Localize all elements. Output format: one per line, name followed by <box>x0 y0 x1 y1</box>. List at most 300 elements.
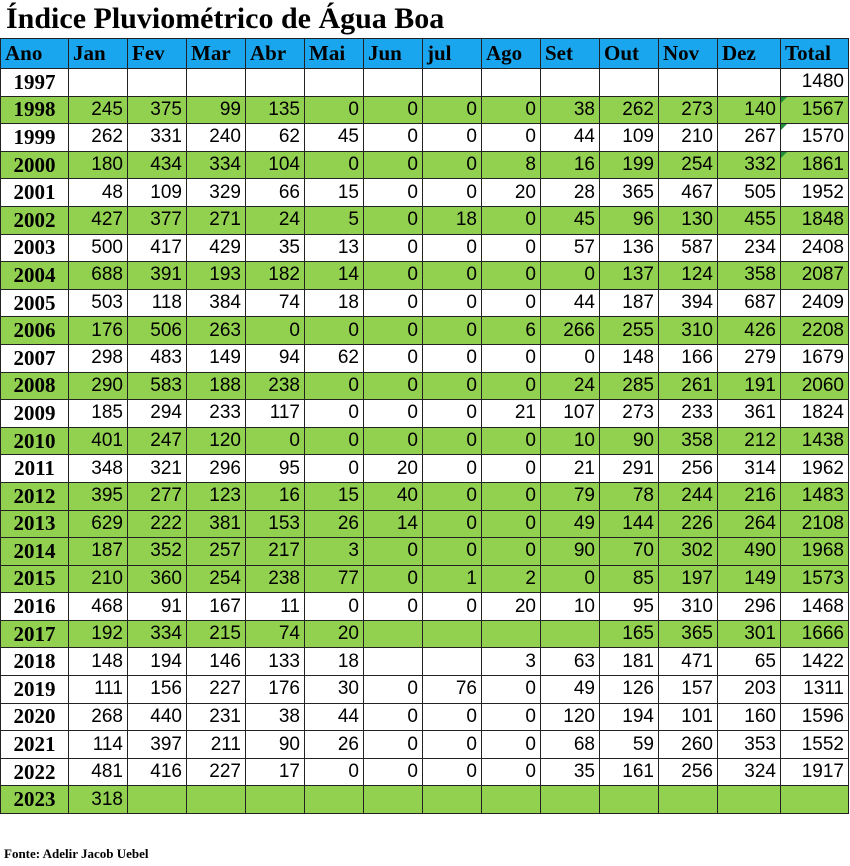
value-cell: 397 <box>128 731 187 759</box>
value-cell: 227 <box>187 676 246 704</box>
value-cell <box>482 786 541 814</box>
value-cell: 290 <box>69 372 128 400</box>
column-header: Nov <box>659 39 718 69</box>
value-cell: 394 <box>659 289 718 317</box>
value-cell: 298 <box>69 344 128 372</box>
value-cell: 160 <box>718 703 781 731</box>
value-cell: 2 <box>482 565 541 593</box>
value-cell: 254 <box>659 151 718 179</box>
value-cell: 44 <box>541 289 600 317</box>
year-cell: 2013 <box>1 510 69 538</box>
value-cell: 5 <box>305 206 364 234</box>
value-cell: 0 <box>423 344 482 372</box>
value-cell: 334 <box>128 620 187 648</box>
value-cell: 245 <box>69 96 128 124</box>
value-cell: 8 <box>482 151 541 179</box>
value-cell: 0 <box>364 289 423 317</box>
value-cell: 375 <box>128 96 187 124</box>
value-cell: 483 <box>128 344 187 372</box>
column-header: Set <box>541 39 600 69</box>
value-cell <box>305 69 364 97</box>
value-cell: 583 <box>128 372 187 400</box>
value-cell: 285 <box>600 372 659 400</box>
total-cell: 1570 <box>781 124 849 152</box>
column-header: Dez <box>718 39 781 69</box>
value-cell: 0 <box>482 455 541 483</box>
value-cell: 377 <box>128 206 187 234</box>
value-cell: 0 <box>423 703 482 731</box>
value-cell: 0 <box>423 151 482 179</box>
value-cell: 416 <box>128 758 187 786</box>
column-header: jul <box>423 39 482 69</box>
value-cell: 0 <box>482 510 541 538</box>
table-row <box>1 676 849 704</box>
page-title: Índice Pluviométrico de Água Boa <box>6 2 445 35</box>
value-cell: 124 <box>659 262 718 290</box>
year-cell: 2020 <box>1 703 69 731</box>
value-cell: 6 <box>482 317 541 345</box>
value-cell <box>423 786 482 814</box>
value-cell: 35 <box>246 234 305 262</box>
value-cell: 310 <box>659 317 718 345</box>
value-cell: 426 <box>718 317 781 345</box>
total-cell: 1596 <box>781 703 849 731</box>
value-cell: 117 <box>246 400 305 428</box>
value-cell: 0 <box>423 317 482 345</box>
value-cell: 0 <box>305 455 364 483</box>
value-cell: 263 <box>187 317 246 345</box>
value-cell: 0 <box>482 96 541 124</box>
year-cell: 2014 <box>1 538 69 566</box>
value-cell: 0 <box>423 538 482 566</box>
value-cell: 277 <box>128 482 187 510</box>
value-cell: 99 <box>187 96 246 124</box>
value-cell: 254 <box>187 565 246 593</box>
value-cell: 0 <box>364 731 423 759</box>
value-cell: 296 <box>718 593 781 621</box>
value-cell: 0 <box>423 262 482 290</box>
table-row <box>1 124 849 152</box>
value-cell: 49 <box>541 676 600 704</box>
value-cell: 74 <box>246 620 305 648</box>
year-cell: 2021 <box>1 731 69 759</box>
value-cell: 149 <box>718 565 781 593</box>
value-cell: 268 <box>69 703 128 731</box>
value-cell: 0 <box>482 262 541 290</box>
value-cell: 0 <box>482 124 541 152</box>
value-cell: 30 <box>305 676 364 704</box>
value-cell: 256 <box>659 758 718 786</box>
table-row <box>1 206 849 234</box>
value-cell: 238 <box>246 565 305 593</box>
value-cell: 240 <box>187 124 246 152</box>
value-cell: 0 <box>482 372 541 400</box>
value-cell: 358 <box>659 427 718 455</box>
value-cell: 0 <box>541 262 600 290</box>
value-cell: 0 <box>305 758 364 786</box>
year-cell: 2019 <box>1 676 69 704</box>
value-cell: 1 <box>423 565 482 593</box>
value-cell: 0 <box>364 179 423 207</box>
value-cell: 391 <box>128 262 187 290</box>
value-cell: 59 <box>600 731 659 759</box>
value-cell: 0 <box>482 427 541 455</box>
column-header: Fev <box>128 39 187 69</box>
value-cell: 21 <box>541 455 600 483</box>
value-cell: 266 <box>541 317 600 345</box>
value-cell: 10 <box>541 593 600 621</box>
value-cell: 216 <box>718 482 781 510</box>
value-cell: 490 <box>718 538 781 566</box>
value-cell: 321 <box>128 455 187 483</box>
value-cell: 294 <box>128 400 187 428</box>
value-cell <box>423 620 482 648</box>
year-cell: 2009 <box>1 400 69 428</box>
value-cell: 0 <box>364 372 423 400</box>
value-cell: 114 <box>69 731 128 759</box>
value-cell: 401 <box>69 427 128 455</box>
value-cell: 0 <box>482 731 541 759</box>
value-cell: 395 <box>69 482 128 510</box>
value-cell: 49 <box>541 510 600 538</box>
total-cell: 1666 <box>781 620 849 648</box>
column-header: Ano <box>1 39 69 69</box>
value-cell: 0 <box>364 565 423 593</box>
year-cell: 2007 <box>1 344 69 372</box>
value-cell: 194 <box>600 703 659 731</box>
value-cell <box>423 69 482 97</box>
value-cell: 467 <box>659 179 718 207</box>
value-cell: 194 <box>128 648 187 676</box>
value-cell: 144 <box>600 510 659 538</box>
value-cell: 192 <box>69 620 128 648</box>
value-cell: 352 <box>128 538 187 566</box>
value-cell: 0 <box>364 234 423 262</box>
value-cell: 0 <box>364 593 423 621</box>
value-cell: 148 <box>600 344 659 372</box>
value-cell: 66 <box>246 179 305 207</box>
value-cell: 334 <box>187 151 246 179</box>
total-cell: 1962 <box>781 455 849 483</box>
total-cell: 1952 <box>781 179 849 207</box>
value-cell: 261 <box>659 372 718 400</box>
table-row <box>1 400 849 428</box>
year-cell: 2001 <box>1 179 69 207</box>
value-cell: 0 <box>364 538 423 566</box>
value-cell: 21 <box>482 400 541 428</box>
source-footer: Fonte: Adelir Jacob Uebel <box>4 846 149 861</box>
table-row <box>1 510 849 538</box>
value-cell: 0 <box>482 289 541 317</box>
value-cell: 191 <box>718 372 781 400</box>
value-cell: 301 <box>718 620 781 648</box>
value-cell <box>718 786 781 814</box>
value-cell: 0 <box>482 758 541 786</box>
value-cell: 318 <box>69 786 128 814</box>
value-cell: 257 <box>187 538 246 566</box>
value-cell: 104 <box>246 151 305 179</box>
value-cell: 165 <box>600 620 659 648</box>
value-cell: 156 <box>128 676 187 704</box>
total-cell: 1480 <box>781 69 849 97</box>
value-cell: 227 <box>187 758 246 786</box>
value-cell: 0 <box>423 124 482 152</box>
total-cell: 1848 <box>781 206 849 234</box>
total-cell: 1567 <box>781 96 849 124</box>
value-cell: 45 <box>305 124 364 152</box>
value-cell: 222 <box>128 510 187 538</box>
rainfall-table <box>0 38 849 814</box>
value-cell <box>187 786 246 814</box>
value-cell: 384 <box>187 289 246 317</box>
value-cell: 233 <box>659 400 718 428</box>
value-cell: 505 <box>718 179 781 207</box>
value-cell: 238 <box>246 372 305 400</box>
value-cell: 203 <box>718 676 781 704</box>
value-cell: 0 <box>246 317 305 345</box>
value-cell: 0 <box>364 400 423 428</box>
value-cell: 188 <box>187 372 246 400</box>
value-cell: 0 <box>246 427 305 455</box>
value-cell <box>364 786 423 814</box>
total-cell: 1968 <box>781 538 849 566</box>
value-cell: 63 <box>541 648 600 676</box>
value-cell <box>187 69 246 97</box>
year-cell: 2017 <box>1 620 69 648</box>
value-cell: 0 <box>305 151 364 179</box>
value-cell: 20 <box>482 593 541 621</box>
total-cell: 2408 <box>781 234 849 262</box>
value-cell: 332 <box>718 151 781 179</box>
value-cell: 358 <box>718 262 781 290</box>
value-cell: 140 <box>718 96 781 124</box>
value-cell: 212 <box>718 427 781 455</box>
value-cell: 210 <box>69 565 128 593</box>
value-cell: 0 <box>423 758 482 786</box>
column-header: Out <box>600 39 659 69</box>
value-cell: 176 <box>246 676 305 704</box>
value-cell: 233 <box>187 400 246 428</box>
value-cell: 500 <box>69 234 128 262</box>
value-cell: 231 <box>187 703 246 731</box>
table-row <box>1 234 849 262</box>
table-row <box>1 703 849 731</box>
value-cell: 0 <box>364 703 423 731</box>
value-cell: 0 <box>305 427 364 455</box>
column-header: Mar <box>187 39 246 69</box>
value-cell: 353 <box>718 731 781 759</box>
year-cell: 2010 <box>1 427 69 455</box>
value-cell: 197 <box>659 565 718 593</box>
value-cell: 20 <box>364 455 423 483</box>
value-cell: 0 <box>482 206 541 234</box>
value-cell <box>541 620 600 648</box>
value-cell: 365 <box>600 179 659 207</box>
table-row <box>1 648 849 676</box>
value-cell: 44 <box>541 124 600 152</box>
value-cell: 14 <box>305 262 364 290</box>
value-cell: 94 <box>246 344 305 372</box>
value-cell: 0 <box>305 317 364 345</box>
value-cell: 331 <box>128 124 187 152</box>
value-cell: 26 <box>305 510 364 538</box>
value-cell: 26 <box>305 731 364 759</box>
value-cell: 90 <box>541 538 600 566</box>
value-cell: 211 <box>187 731 246 759</box>
value-cell: 20 <box>305 620 364 648</box>
value-cell: 329 <box>187 179 246 207</box>
value-cell: 0 <box>423 510 482 538</box>
value-cell: 3 <box>305 538 364 566</box>
value-cell: 471 <box>659 648 718 676</box>
value-cell: 187 <box>600 289 659 317</box>
value-cell: 0 <box>423 427 482 455</box>
total-cell: 1422 <box>781 648 849 676</box>
value-cell: 244 <box>659 482 718 510</box>
table-row <box>1 69 849 97</box>
value-cell: 417 <box>128 234 187 262</box>
value-cell: 348 <box>69 455 128 483</box>
value-cell: 688 <box>69 262 128 290</box>
value-cell: 687 <box>718 289 781 317</box>
value-cell: 176 <box>69 317 128 345</box>
value-cell: 0 <box>482 344 541 372</box>
value-cell: 91 <box>128 593 187 621</box>
value-cell: 0 <box>482 703 541 731</box>
year-cell: 2015 <box>1 565 69 593</box>
value-cell: 302 <box>659 538 718 566</box>
value-cell: 13 <box>305 234 364 262</box>
value-cell: 226 <box>659 510 718 538</box>
table-header-row <box>1 39 849 69</box>
total-cell <box>781 786 849 814</box>
value-cell: 365 <box>659 620 718 648</box>
year-cell: 1999 <box>1 124 69 152</box>
value-cell: 187 <box>69 538 128 566</box>
value-cell: 3 <box>482 648 541 676</box>
table-row <box>1 179 849 207</box>
value-cell: 360 <box>128 565 187 593</box>
value-cell: 161 <box>600 758 659 786</box>
value-cell: 267 <box>718 124 781 152</box>
value-cell: 38 <box>541 96 600 124</box>
value-cell <box>246 786 305 814</box>
value-cell: 279 <box>718 344 781 372</box>
value-cell: 68 <box>541 731 600 759</box>
table-row <box>1 786 849 814</box>
value-cell: 65 <box>718 648 781 676</box>
value-cell: 181 <box>600 648 659 676</box>
value-cell: 109 <box>128 179 187 207</box>
value-cell: 262 <box>69 124 128 152</box>
value-cell: 149 <box>187 344 246 372</box>
value-cell <box>69 69 128 97</box>
value-cell: 10 <box>541 427 600 455</box>
year-cell: 2011 <box>1 455 69 483</box>
value-cell: 440 <box>128 703 187 731</box>
value-cell <box>128 69 187 97</box>
value-cell: 16 <box>246 482 305 510</box>
total-cell: 1824 <box>781 400 849 428</box>
value-cell: 62 <box>305 344 364 372</box>
column-header: Ago <box>482 39 541 69</box>
value-cell: 77 <box>305 565 364 593</box>
value-cell: 0 <box>305 96 364 124</box>
value-cell <box>246 69 305 97</box>
value-cell <box>482 69 541 97</box>
value-cell: 260 <box>659 731 718 759</box>
value-cell: 247 <box>128 427 187 455</box>
column-header: Abr <box>246 39 305 69</box>
total-cell: 2208 <box>781 317 849 345</box>
value-cell: 133 <box>246 648 305 676</box>
value-cell: 20 <box>482 179 541 207</box>
value-cell: 136 <box>600 234 659 262</box>
value-cell: 210 <box>659 124 718 152</box>
value-cell: 0 <box>482 676 541 704</box>
value-cell: 0 <box>423 731 482 759</box>
value-cell: 434 <box>128 151 187 179</box>
value-cell: 167 <box>187 593 246 621</box>
value-cell: 429 <box>187 234 246 262</box>
value-cell: 0 <box>423 400 482 428</box>
value-cell <box>482 620 541 648</box>
value-cell: 14 <box>364 510 423 538</box>
value-cell: 0 <box>423 289 482 317</box>
value-cell: 18 <box>423 206 482 234</box>
year-cell: 2005 <box>1 289 69 317</box>
value-cell: 193 <box>187 262 246 290</box>
value-cell: 123 <box>187 482 246 510</box>
total-cell: 2087 <box>781 262 849 290</box>
table-row <box>1 372 849 400</box>
value-cell: 262 <box>600 96 659 124</box>
value-cell: 0 <box>423 179 482 207</box>
value-cell: 0 <box>364 96 423 124</box>
value-cell: 180 <box>69 151 128 179</box>
value-cell: 101 <box>659 703 718 731</box>
total-cell: 1483 <box>781 482 849 510</box>
value-cell: 57 <box>541 234 600 262</box>
value-cell: 0 <box>423 455 482 483</box>
year-cell: 2006 <box>1 317 69 345</box>
value-cell: 28 <box>541 179 600 207</box>
value-cell: 16 <box>541 151 600 179</box>
value-cell: 107 <box>541 400 600 428</box>
table-row <box>1 455 849 483</box>
total-cell: 2060 <box>781 372 849 400</box>
year-cell: 2004 <box>1 262 69 290</box>
value-cell: 137 <box>600 262 659 290</box>
year-cell: 2002 <box>1 206 69 234</box>
value-cell <box>364 648 423 676</box>
value-cell: 40 <box>364 482 423 510</box>
value-cell: 0 <box>423 482 482 510</box>
value-cell: 264 <box>718 510 781 538</box>
value-cell: 90 <box>600 427 659 455</box>
value-cell: 215 <box>187 620 246 648</box>
column-header: Mai <box>305 39 364 69</box>
value-cell: 468 <box>69 593 128 621</box>
value-cell: 0 <box>482 538 541 566</box>
table-row <box>1 317 849 345</box>
value-cell <box>305 786 364 814</box>
year-cell: 2018 <box>1 648 69 676</box>
value-cell: 0 <box>364 262 423 290</box>
value-cell: 0 <box>423 372 482 400</box>
year-cell: 1997 <box>1 69 69 97</box>
value-cell <box>364 69 423 97</box>
